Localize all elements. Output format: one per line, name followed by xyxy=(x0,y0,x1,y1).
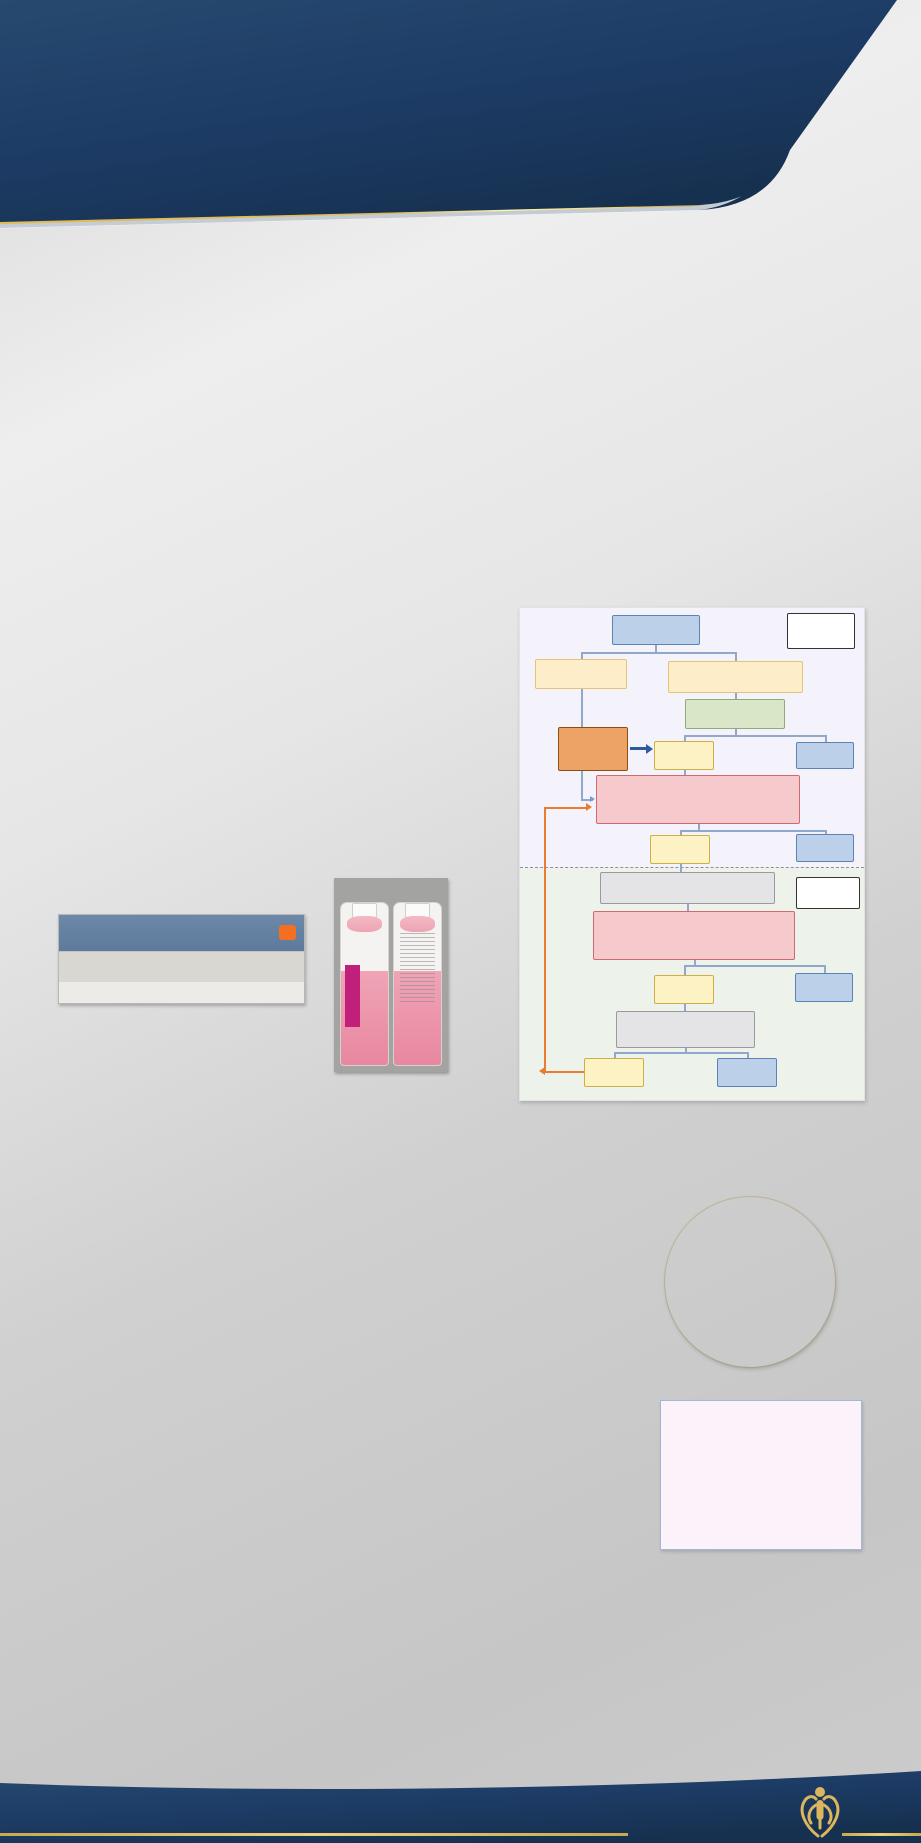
flow-box-initiated-ward xyxy=(787,613,855,649)
bottle-fineprint xyxy=(400,933,435,1003)
flow-box-mdros-screening xyxy=(685,699,785,729)
flow-box-new-admission xyxy=(612,615,700,645)
flow-box-mrsa-negative-4 xyxy=(717,1058,777,1087)
bottle-liquid-top xyxy=(400,916,435,932)
flow-box-mrsa-negative-2 xyxy=(796,834,854,862)
line-chart xyxy=(660,1400,862,1550)
flow-box-1-year-later xyxy=(616,1011,755,1048)
footer-banner xyxy=(0,1768,921,1843)
flow-box-mrsa-positive-4 xyxy=(584,1058,644,1087)
bactroban-ointment-label xyxy=(59,951,304,982)
hospital-authority-logo xyxy=(797,1784,843,1840)
flowchart-phase-divider xyxy=(520,867,864,868)
flow-box-mrsa-positive-3 xyxy=(654,975,714,1004)
bactroban-blue-band xyxy=(59,915,304,951)
flow-box-mrsa-negative-3 xyxy=(795,973,853,1002)
fig2-line xyxy=(661,1401,863,1551)
chlorhexidine-bottles-photo xyxy=(334,878,448,1072)
chlorhexidine-bottle-right xyxy=(393,902,442,1066)
microshield-side-label xyxy=(345,965,360,1027)
flow-box-mrsa-negative-1 xyxy=(796,742,854,769)
pie-chart xyxy=(665,1197,835,1367)
gsk-logo xyxy=(279,925,296,940)
flow-box-mrsa-positive-1 xyxy=(654,741,714,770)
diagram2-flowchart xyxy=(519,607,865,1101)
flow-box-mrsa-positive-2 xyxy=(650,835,710,864)
flow-box-2-months-later xyxy=(600,872,775,904)
flow-box-decolonization-2 xyxy=(593,911,795,960)
flow-box-decolonization-1 xyxy=(596,775,800,824)
flow-box-existing-cases xyxy=(558,727,628,771)
bottle-liquid-top xyxy=(347,916,382,932)
footer-gold-line-right xyxy=(842,1833,921,1836)
header-banner xyxy=(0,0,921,240)
flow-box-initiated-icn xyxy=(796,877,860,909)
flow-box-known-mrsa xyxy=(535,659,627,689)
flow-box-unknown-mrsa xyxy=(668,661,803,693)
chlorhexidine-bottle-left xyxy=(340,902,389,1066)
footer-gold-line-left xyxy=(0,1833,628,1836)
bactroban-photo xyxy=(58,914,305,1004)
